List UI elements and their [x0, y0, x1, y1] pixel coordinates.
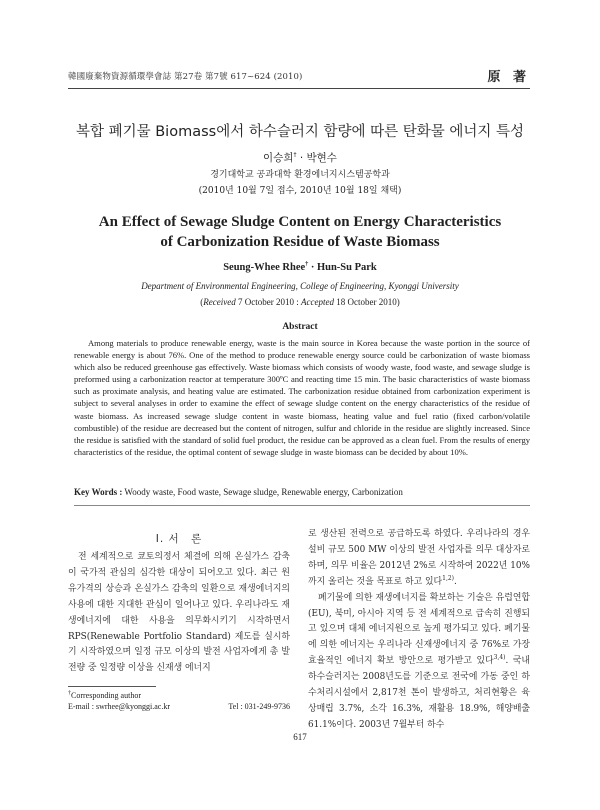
journal-header: 韓國廢棄物資源循環學會誌 第27卷 第7號 617~624 (2010) [68, 72, 303, 82]
body-paragraph-1: 로 생산된 전력으로 공급하도록 하였다. 우리나라의 경우 설비 규모 500 MW 이상의 발전 사업자를 의무 대상자로 하며, 의무 비율은 2012년 2%로 시작하여 2022년 10%까지 올리는 것을 목표로 하고 있다$^{1,2)}$. [308, 529, 530, 587]
english-title [0, 212, 600, 252]
keywords-divider [74, 505, 530, 506]
korean-affiliation: 경기대학교 공과대학 환경에너지시스템공학과 [210, 170, 390, 180]
footnote [68, 690, 290, 712]
english-title-line2: of Carbonization Residue of Waste Biomass [160, 234, 440, 250]
korean-dates: (2010년 10월 7일 접수, 2010년 10월 18일 채택) [198, 186, 402, 196]
english-dates: (Received 7 October 2010 : Accepted 18 October 2010) [200, 297, 400, 307]
english-title-line1: An Effect of Sewage Sludge Content on Energy Characteristics [98, 214, 502, 230]
korean-authors: 이승희† · 박현수 [263, 151, 337, 164]
korean-title: 복합 폐기물 Biomass에서 하수슬러지 함량에 따른 탄화물 에너지 특성 [75, 124, 524, 140]
author-email: E-mail : swrhee@kyonggi.ac.kr [68, 702, 171, 711]
abstract-text: Among materials to produce renewable energy, waste is the main source in Korea because the waste portion in the source of renewable energy is about 76%. One of the method to produce renewable energy source could be carbonization of waste biomass which also be reduced greenhouse gas effectively. Waste biomass which consists of woody waste, food waste, and sewage sludge is preformed using a carbonization reactor at temperature 300ºC and reacting time 15 min. The basic characteristics of waste biomass such as proximate analysis, and heating value are estimated. The carbonization residue obtained from carbonization experiment is subject to several analyses in order to examine the effect of sewage sludge content on the energy characteristics of the residue of waste biomass. As increased sewage sludge content in waste biomass, heating value and fuel ratio (fixed carbon/volatile combustible) of the residue are decreased but the content of nitrogen, sulfur and chloride in the residue are slightly increased. Since the residue is satisfied with the standard of solid fuel product, the residue can be approved as a clean fuel. From the results of energy characteristics of the residue, the optimal content of sewage sludge in waste biomass can be decided by about 10%. [74, 338, 530, 457]
intro-paragraph: 전 세계적으로 쿄토의정서 체결에 의해 온실가스 감축이 국가적 관심의 심각한 대상이 되어오고 있다. 최근 원유가격의 상승과 온실가스 감축의 일환으로 재생에너지의 사용에 대한 지대한 관심이 일어나고 있다. 우리나라도 재생에너지에 대한 사용을 의무화시키기 시작하면서 RPS(Renewable Portfolio Standard) 제도를 실시하기 시작하였으며 일정 규모 이상의 발전 사업자에게 총 발전량 중 일정량 이상을 신재생 에너지 [68, 552, 290, 674]
section-heading-introduction: I. 서 론 [155, 533, 203, 545]
footnote-divider [68, 686, 156, 687]
author-phone: Tel : 031-249-9736 [228, 702, 290, 711]
abstract-heading: Abstract [282, 322, 318, 332]
article-type-label: 原 著 [487, 70, 530, 85]
left-column [68, 530, 290, 677]
body-paragraph-2: 폐기물에 의한 재생에너지를 확보하는 기술은 유럽연합(EU), 북미, 아시아 지역 등 전 세계적으로 급속히 진행되고 있으며 대체 에너지원으로 높게 평가되고 있다. 폐기물에 의한 에너지는 우리나라 신재생에너지 중 76%로 가장 효율적인 에너지 확보 방안으로 평가받고 있다$^{3,4)}$. 국내 하수슬러지는 2008년도를 기준으로 전국에 가동 중인 하수처리시설에서 2,817천 톤이 발생하고, 처리현황은 육상매립 3.7%, 소각 16.3%, 재활용 18.9%, 해양배출 61.1%이다. 2003년 7월부터 하수 [308, 592, 530, 730]
right-column [308, 527, 530, 734]
corresponding-author: †Corresponding author [68, 690, 141, 700]
page-number: 617 [293, 732, 307, 742]
english-affiliation: Department of Environmental Engineering, College of Engineering, Kyonggi University [141, 281, 459, 291]
header-divider [68, 88, 530, 89]
english-authors: Seung-Whee Rhee† · Hun-Su Park [223, 261, 377, 273]
keywords: Key Words : Woody waste, Food waste, Sewage sludge, Renewable energy, Carbonization [74, 487, 403, 497]
